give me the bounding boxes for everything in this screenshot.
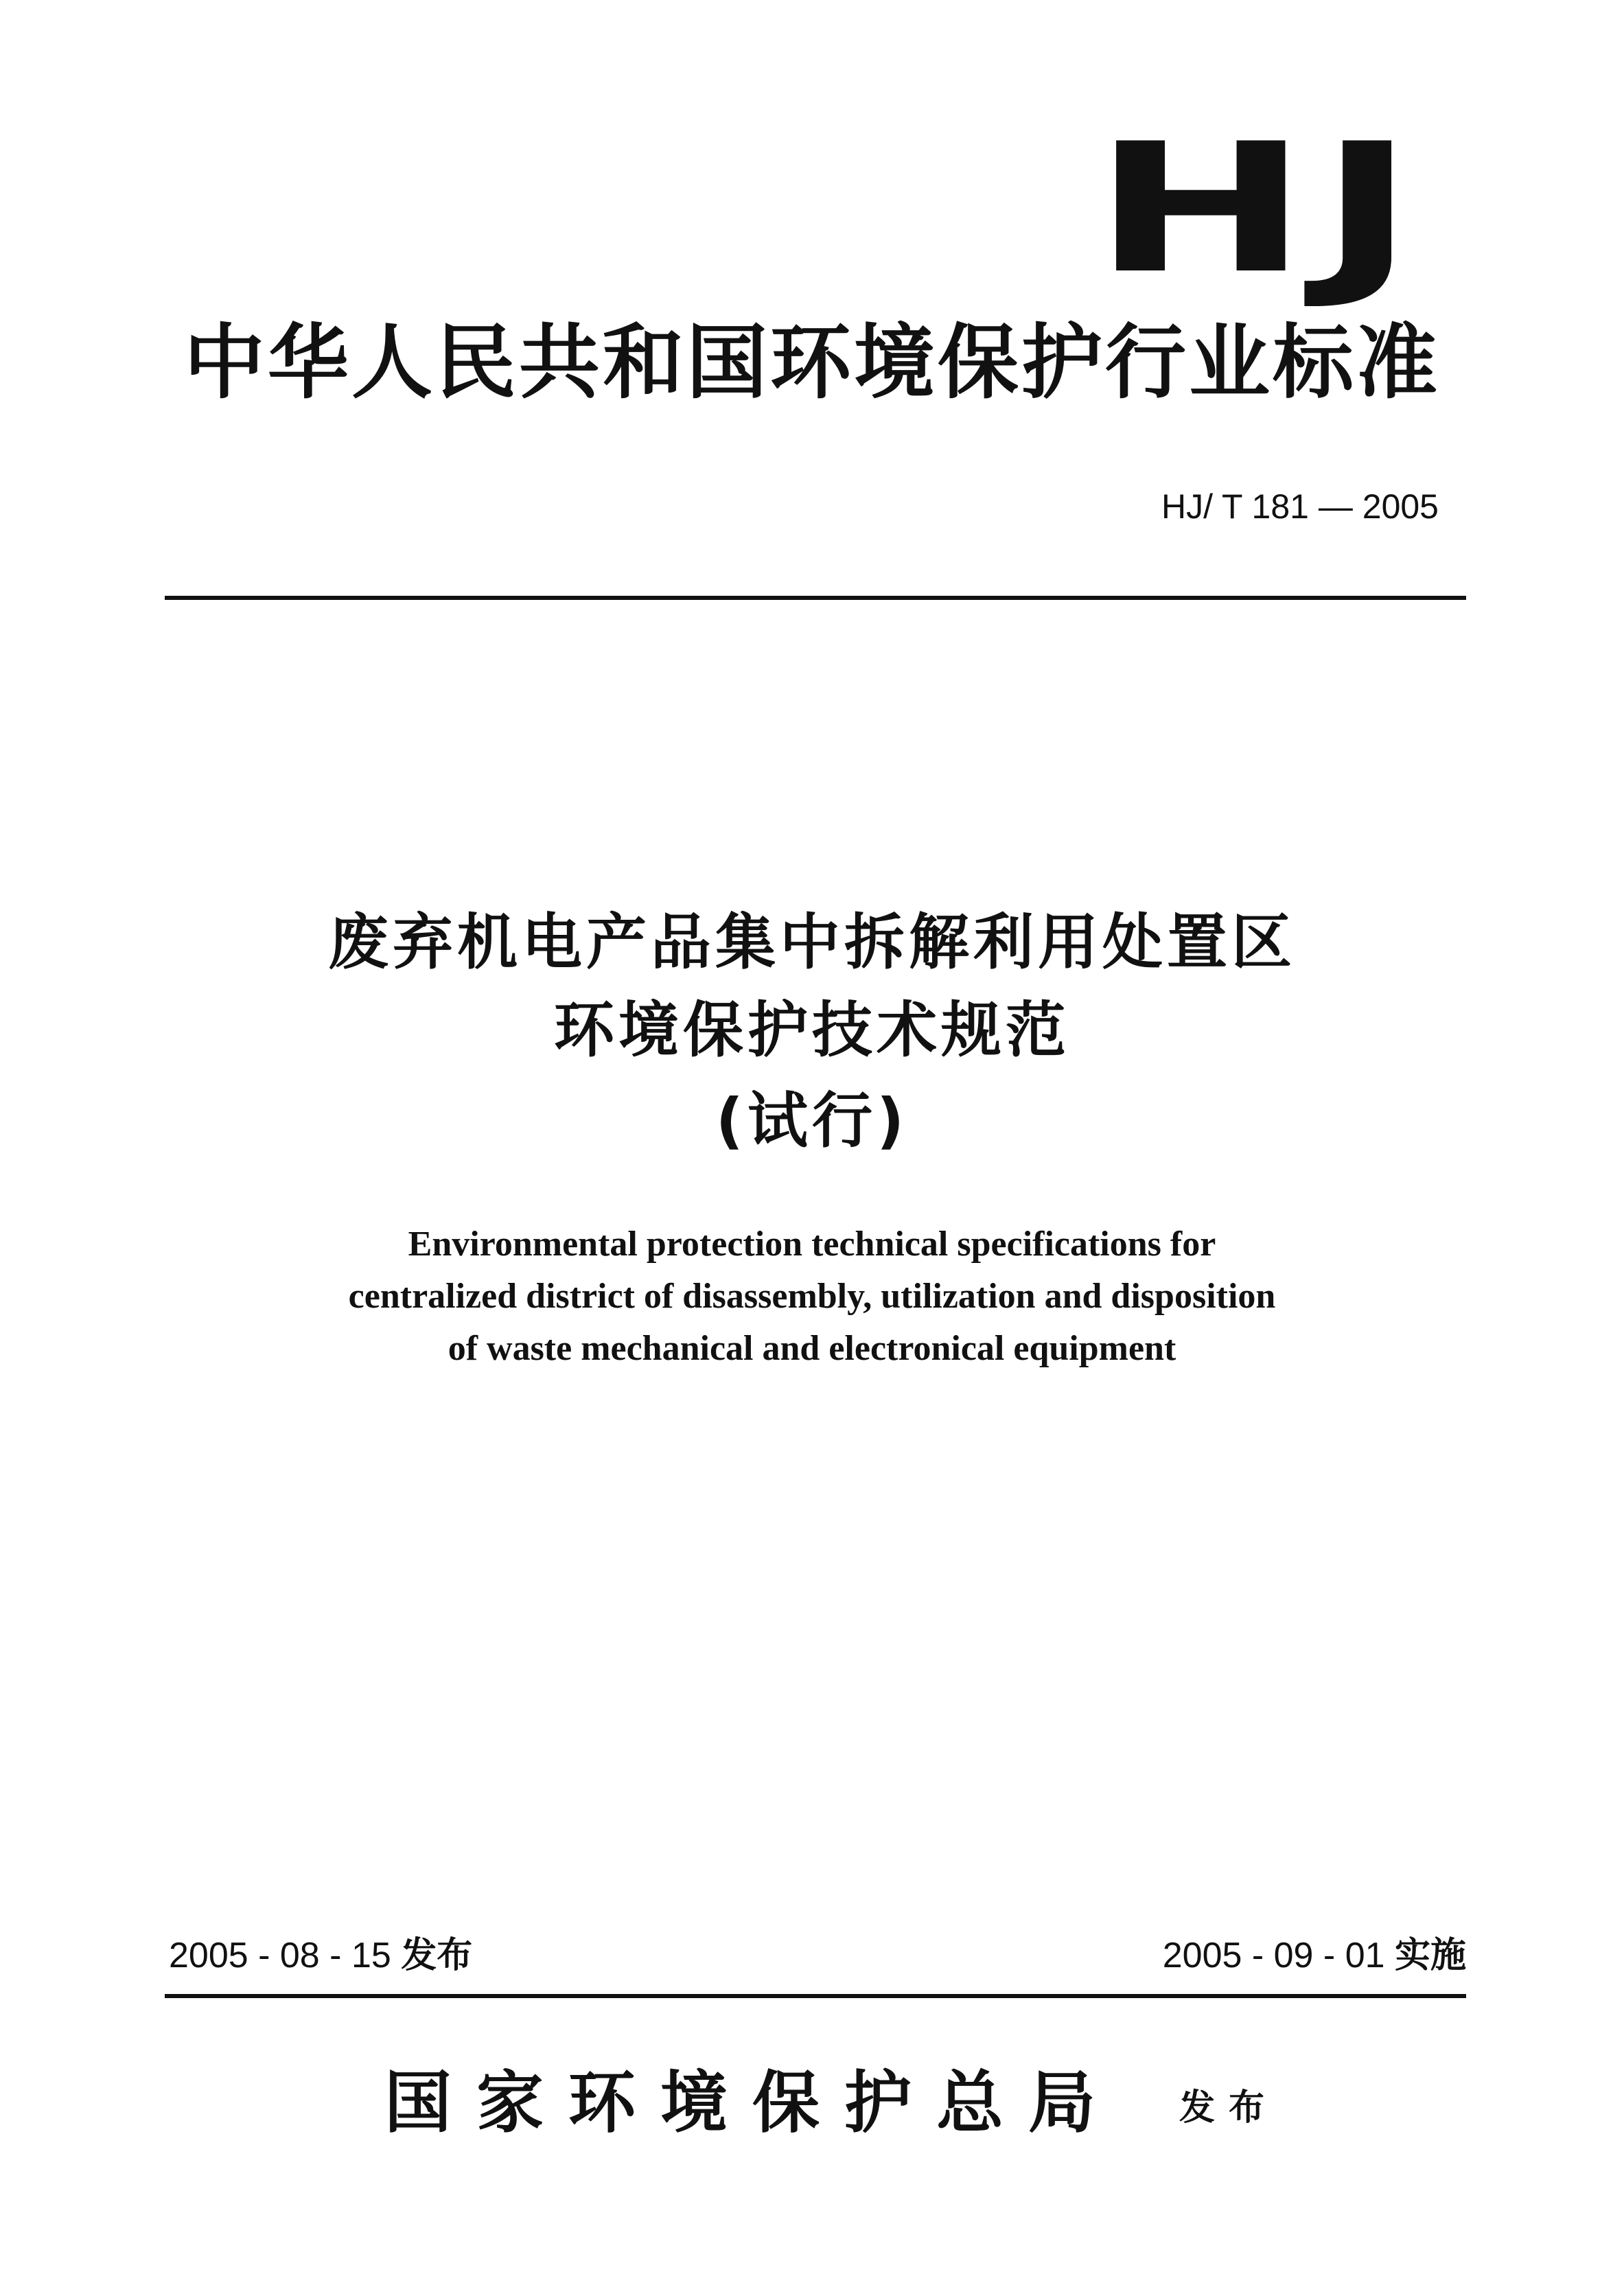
bottom-divider bbox=[165, 1994, 1466, 1998]
english-title-line-1: Environmental protection technical specifications for bbox=[408, 1225, 1216, 1264]
effective-date-line bbox=[1163, 1934, 1466, 1977]
standard-code: HJ/ T 181 — 2005 bbox=[1161, 487, 1439, 526]
effective-label: 实施 bbox=[1394, 1935, 1466, 1976]
chinese-title-line-1: 废弃机电产品集中拆解利用处置区 bbox=[327, 907, 1296, 977]
chinese-title-line-3: (试行) bbox=[715, 1085, 909, 1156]
top-divider bbox=[165, 596, 1466, 600]
hj-logo: HJ bbox=[1092, 106, 1425, 313]
chinese-title-line-2: 环境保护技术规范 bbox=[553, 995, 1070, 1065]
issue-date: 2005 - 08 - 15 bbox=[169, 1936, 391, 1975]
english-title-line-3: of waste mechanical and electronical equipment bbox=[448, 1329, 1176, 1368]
issuing-action: 发布 bbox=[1179, 2087, 1279, 2129]
issue-date-line bbox=[169, 1934, 472, 1977]
effective-date: 2005 - 09 - 01 bbox=[1162, 1936, 1385, 1975]
english-title-line-2: centralized district of disassembly, utilization and disposition bbox=[348, 1277, 1276, 1316]
issue-label: 发布 bbox=[401, 1935, 473, 1976]
industry-standard-heading: 中华人民共和国环境保护行业标准 bbox=[183, 315, 1440, 410]
issuing-authority: 国家环境保护总局 bbox=[384, 2063, 1121, 2142]
